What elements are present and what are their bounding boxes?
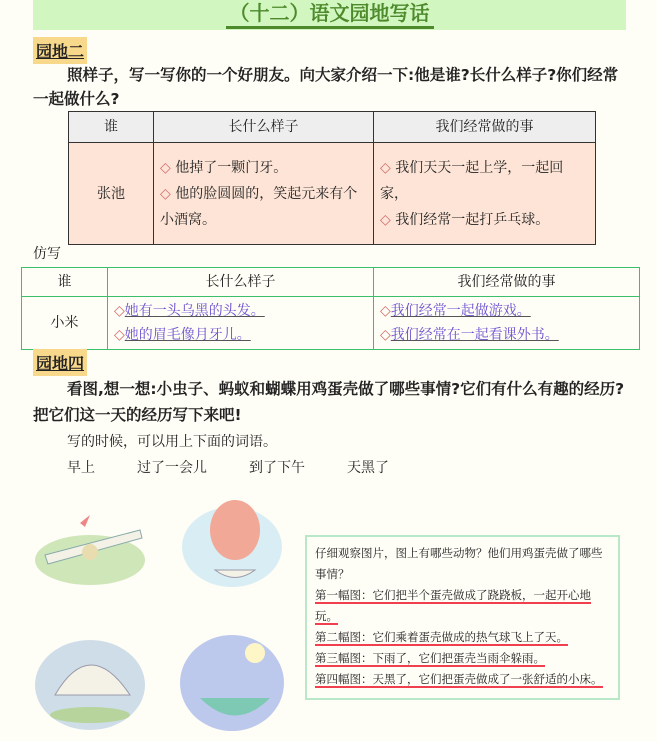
- word-list: [67, 457, 431, 477]
- page-title: （十二）语文园地写话: [226, 0, 434, 29]
- imitate-table: 谁 长什么样子 我们经常做的事 小米 ◇她有一头乌黑的头发。 ◇她的眉毛像月牙儿。 ◇我们经常一起做游戏。 ◇我们经常在一起看课外书。: [21, 267, 640, 350]
- header-who: 谁: [22, 268, 108, 297]
- section-tag-2: 园地二: [33, 37, 87, 64]
- hint-text: 写的时候，可以用上下面的词语。: [67, 434, 277, 450]
- activity-item: 我们经常一起打乒乓球。: [395, 211, 550, 228]
- header-activities: 我们经常做的事: [374, 112, 596, 143]
- answer-line: 第一幅图：它们把半个蛋壳做成了跷跷板，一起开心地玩。: [315, 588, 591, 623]
- word: 早上: [67, 460, 95, 476]
- activity-item: 我们经常在一起看课外书。: [390, 327, 559, 343]
- word: 过了一会儿: [137, 460, 207, 476]
- box-question: 仔细观察图片，图上有哪些动物？他们用鸡蛋壳做了哪些事情？: [315, 546, 603, 581]
- activity-item: 我们经常一起做游戏。: [390, 303, 531, 319]
- friend-name: 张池: [69, 143, 154, 245]
- bed-illustration: [175, 628, 290, 740]
- imitate-label: 仿写: [33, 246, 61, 262]
- look-item: 他的脸圆圆的，笑起元来有个小酒窝。: [160, 185, 358, 228]
- answer-box: [305, 535, 620, 700]
- header-who: 谁: [69, 112, 154, 143]
- word: 到了下午: [249, 460, 305, 476]
- title-bar: [33, 0, 626, 30]
- header-activities: 我们经常做的事: [374, 268, 640, 297]
- balloon-illustration: [175, 495, 290, 600]
- look-item: 她的眉毛像月牙儿。: [124, 327, 251, 343]
- activity-item: 我们天天一起上学，一起回家，: [380, 159, 564, 202]
- section4-prompt: 看图,想一想:小虫子、蚂蚁和蝴蝶用鸡蛋壳做了哪些事情?它们有什么有趣的经历?把它们这一天的经历写下来吧!: [33, 380, 625, 424]
- look-item: 她有一头乌黑的头发。: [124, 303, 265, 319]
- look-item: 他掉了一颗门牙。: [175, 159, 288, 176]
- section2-prompt: 照样子，写一写你的一个好朋友。向大家介绍一下:他是谁?长什么样子?你们经常一起做什么?: [33, 66, 619, 108]
- friend-name: 小米: [22, 297, 108, 350]
- seesaw-illustration: [30, 500, 150, 595]
- answer-line: 第四幅图：天黑了，它们把蛋壳做成了一张舒适的小床。: [315, 672, 603, 686]
- header-looks: 长什么样子: [154, 112, 374, 143]
- section-tag-4: 园地四: [33, 349, 87, 376]
- answer-line: 第二幅图：它们乘着蛋壳做成的热气球飞上了天。: [315, 630, 568, 644]
- answer-line: 第三幅图：下雨了，它们把蛋壳当雨伞躲雨。: [315, 651, 545, 665]
- word: 天黑了: [347, 460, 389, 476]
- header-looks: 长什么样子: [108, 268, 374, 297]
- umbrella-illustration: [30, 625, 150, 735]
- example-table: 谁 长什么样子 我们经常做的事 张池 ◇ 他掉了一颗门牙。 ◇ 他的脸圆圆的，笑起元来有个小酒窝。 ◇ 我们天天一起上学，一起回家， ◇ 我们经常一起打乒乓球。: [68, 111, 596, 245]
